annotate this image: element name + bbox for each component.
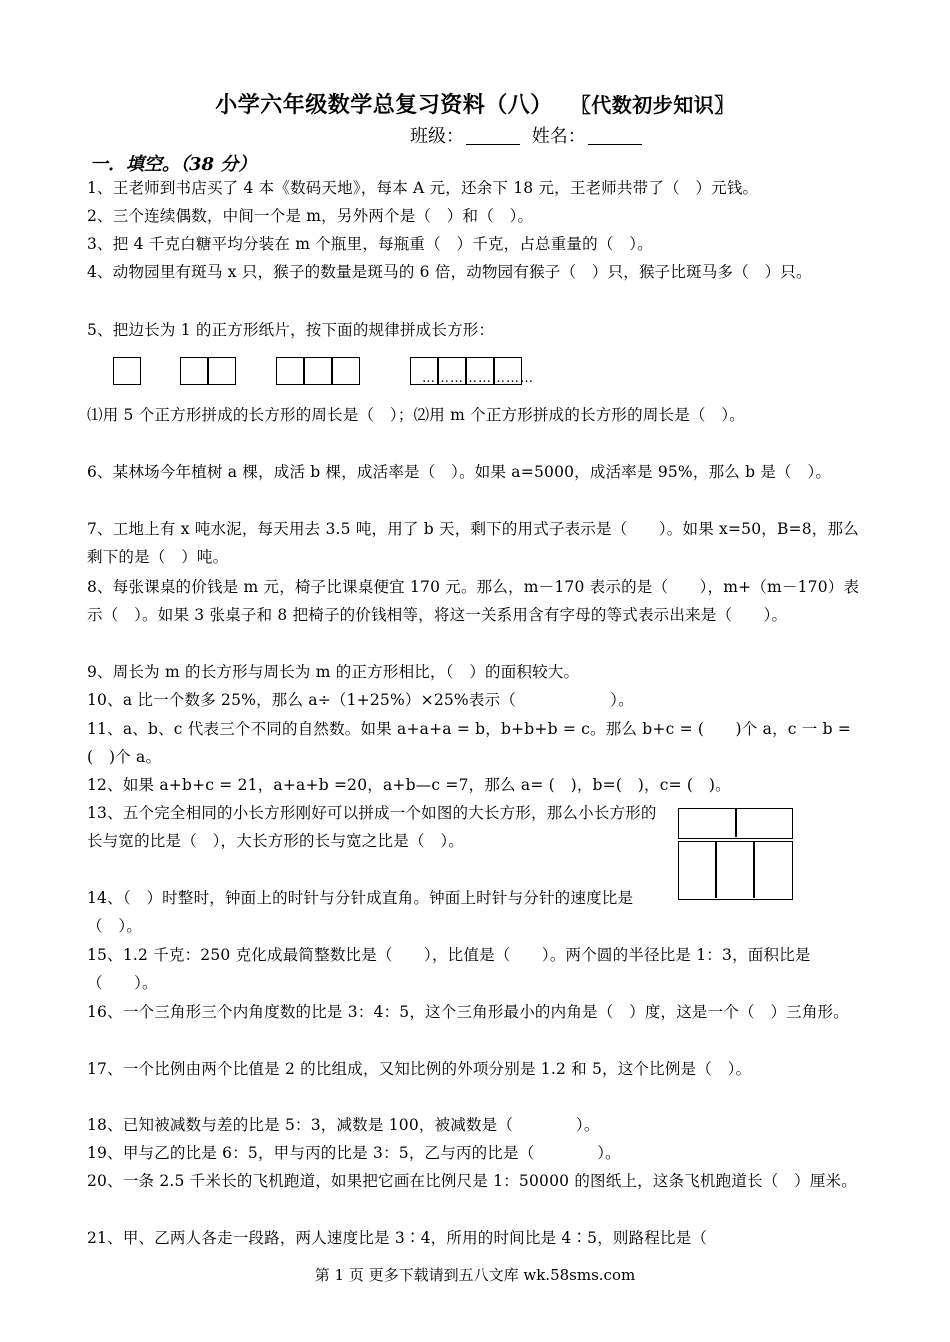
square (276, 357, 304, 385)
figure-top-row (678, 808, 793, 839)
question-20: 20、一条 2.5 千米长的飞机跑道，如果把它画在比例尺是 1：50000 的图纸上，这条飞机跑道长（ ）厘米。 (87, 1172, 857, 1190)
figure-bottom-row (678, 841, 793, 900)
question-16: 16、一个三角形三个内角度数的比是 3：4：5，这个三角形最小的内角是（ ）度，这是一个（ ）三角形。 (87, 1003, 849, 1021)
square-pattern-figure (113, 357, 533, 389)
question-18: 18、已知被减数与差的比是 5：3，减数是 100，被减数是（ ）。 (87, 1116, 600, 1134)
question-17: 17、一个比例由两个比值是 2 的比组成，又知比例的外项分别是 1.2 和 5，这个比例是（ ）。 (87, 1060, 752, 1078)
title-subtitle: 〖代数初步知识〗 (580, 93, 735, 117)
class-label: 班级： (410, 126, 464, 147)
question-21: 21、甲、乙两人各走一段路，两人速度比是 3∶4，所用的时间比是 4∶5，则路程比是（ (87, 1229, 708, 1247)
question-6: 6、某林场今年植树 a 棵，成活 b 棵，成活率是（ ）。如果 a=5000，成活率是 95%，那么 b 是（ ）。 (87, 463, 832, 481)
question-5-parts: ⑴用 5 个正方形拼成的长方形的周长是（ ）；⑵用 m 个正方形拼成的长方形的周长是（ ）。 (87, 406, 745, 424)
ellipsis-dots: …………………… (422, 371, 534, 386)
question-4: 4、动物园里有斑马 x 只，猴子的数量是斑马的 6 倍，动物园有猴子（ ）只，猴子比斑马多（ ）只。 (87, 263, 812, 281)
question-12: 12、如果 a+b+c = 21，a+a+b =20，a+b—c =7，那么 a= ( )，b=( )，c= ( )。 (87, 776, 731, 794)
divider (715, 842, 717, 898)
page-title (0, 88, 950, 119)
name-blank (588, 126, 642, 145)
question-8: 8、每张课桌的价钱是 m 元，椅子比课桌便宜 170 元。那么，m－170 表示的是（ ），m+（m－170）表示（ ）。如果 3 张桌子和 8 把椅子的价钱相等，将这一关系用含有字母的等式表示出来是（ ）。 (87, 578, 860, 624)
section-title: 一．填空。（38 分） (90, 154, 257, 175)
question-5: 5、把边长为 1 的正方形纸片，按下面的规律拼成长方形： (87, 321, 495, 339)
question-14: 14、（ ）时整时，钟面上的时针与分针成直角。钟面上时针与分针的速度比是（ ）。 (87, 889, 634, 935)
square (304, 357, 332, 385)
square (208, 357, 236, 385)
square (438, 357, 466, 385)
question-10: 10、a 比一个数多 25%，那么 a÷（1+25%）×25%表示（ ）。 (87, 691, 634, 709)
divider (735, 809, 737, 837)
divider (753, 842, 755, 898)
question-15: 15、1.2 千克：250 克化成最简整数比是（ ），比值是（ ）。两个圆的半径比是 1：3，面积比是（ ）。 (87, 946, 811, 992)
square (466, 357, 494, 385)
page-footer: 第 1 页 更多下载请到五八文库 wk.58sms.com (314, 1266, 636, 1284)
title-main: 小学六年级数学总复习资料（八） (215, 93, 553, 118)
square (180, 357, 208, 385)
question-13: 13、五个完全相同的小长方形刚好可以拼成一个如图的大长方形，那么小长方形的长与宽的比是（ ），大长方形的长与宽之比是（ ）。 (87, 804, 657, 850)
question-2: 2、三个连续偶数，中间一个是 m，另外两个是（ ）和（ ）。 (87, 207, 534, 225)
question-11: 11、a、b、c 代表三个不同的自然数。如果 a+a+a = b，b+b+b = c。那么 b+c = ( )个 a，c 一 b = ( )个 a。 (87, 720, 852, 766)
square (113, 357, 141, 385)
square (332, 357, 360, 385)
name-label: 姓名： (531, 126, 586, 147)
class-blank (466, 126, 520, 145)
square (494, 357, 522, 385)
student-info-line (410, 122, 648, 148)
square (410, 357, 438, 385)
question-1: 1、王老师到书店买了 4 本《数码天地》，每本 A 元，还余下 18 元，王老师共带了（ ）元钱。 (87, 179, 759, 197)
question-9: 9、周长为 m 的长方形与周长为 m 的正方形相比，（ ）的面积较大。 (87, 663, 580, 681)
question-19: 19、甲与乙的比是 6：5，甲与丙的比是 3：5，乙与丙的比是（ ）。 (87, 1144, 621, 1162)
question-7: 7、工地上有 x 吨水泥，每天用去 3.5 吨，用了 b 天，剩下的用式子表示是（ ）。如果 x=50，B=8，那么剩下的是（ ）吨。 (87, 520, 859, 566)
question-3: 3、把 4 千克白糖平均分装在 m 个瓶里，每瓶重（ ）千克，占总重量的（ ）。 (87, 235, 653, 253)
